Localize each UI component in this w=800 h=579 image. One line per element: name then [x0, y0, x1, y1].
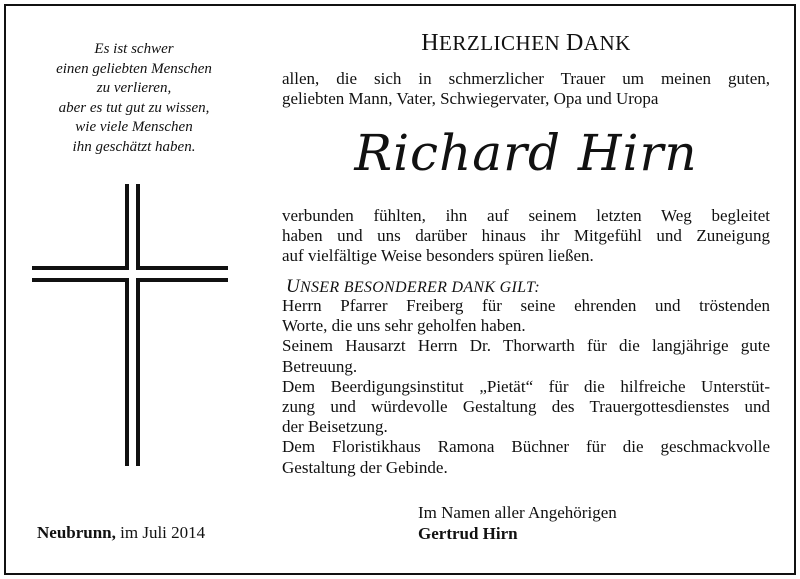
poem-line: zu verlieren, — [96, 80, 172, 96]
heading — [282, 30, 770, 57]
intro-line: geliebten Mann, Vater, Schwiegervater, Opa und Uropa — [282, 89, 659, 108]
heading-initial: H — [421, 30, 440, 56]
thanks-line: Betreuung. — [282, 356, 358, 376]
place-date — [37, 523, 205, 543]
special-thanks-initial: U — [286, 276, 301, 297]
heading-word: ERZLICHEN — [439, 31, 561, 55]
thanks-line: Gestaltung der Gebinde. — [282, 457, 448, 477]
poem-line: wie viele Menschen — [75, 119, 193, 135]
poem-line: einen geliebten Menschen — [56, 60, 212, 77]
thanks-line: Herrn Pfarrer Freiberg für seine ehrenden und tröstenden — [282, 296, 770, 315]
intro-line: allen, die sich in schmerzlicher Trauer um meinen guten, — [282, 69, 770, 88]
thanks-line: Dem Floristikhaus Ramona Büchner für die geschmackvolle — [282, 437, 770, 457]
thanks-line: der Beisetzung. — [282, 417, 388, 437]
special-thanks-heading — [286, 276, 540, 298]
poem-line: Es ist schwer — [94, 41, 174, 57]
heading-initial: D — [565, 30, 584, 56]
body-line: verbunden fühlten, ihn auf seinem letzten Weg begleitet — [282, 206, 770, 225]
special-thanks-rest: NSER BESONDERER DANK GILT: — [300, 279, 540, 296]
body-line: auf vielfältige Weise besonders spüren ließen. — [282, 246, 594, 265]
date: im Juli 2014 — [120, 523, 206, 542]
body-paragraph — [282, 206, 770, 266]
thanks-line: Seinem Hausarzt Herrn Dr. Thorwarth für die langjährige gute — [282, 336, 770, 356]
heading-word: ANK — [583, 31, 631, 55]
thanks-line: zung und würdevolle Gestaltung des Trauergottesdienstes und — [282, 397, 770, 417]
intro-paragraph — [282, 69, 770, 109]
signature-intro: Im Namen aller Angehörigen — [418, 503, 617, 522]
poem — [18, 40, 250, 157]
signature-name: Gertrud Hirn — [418, 524, 518, 543]
deceased-name: Richard Hirn — [354, 124, 698, 182]
thanks-line: Worte, die uns sehr geholfen haben. — [282, 316, 526, 336]
body-line: haben und uns darüber hinaus ihr Mitgefühl und Zuneigung — [282, 226, 770, 245]
poem-line: ihn geschätzt haben. — [72, 138, 196, 155]
thanks-line: Dem Beerdigungsinstitut „Pietät“ für die hilfreiche Unterstüt- — [282, 376, 770, 396]
poem-line: aber es tut gut zu wissen, — [58, 99, 210, 116]
thanks-list — [282, 296, 770, 478]
town: Neubrunn, — [37, 523, 116, 542]
cross-icon — [30, 178, 230, 468]
signature — [418, 502, 617, 544]
